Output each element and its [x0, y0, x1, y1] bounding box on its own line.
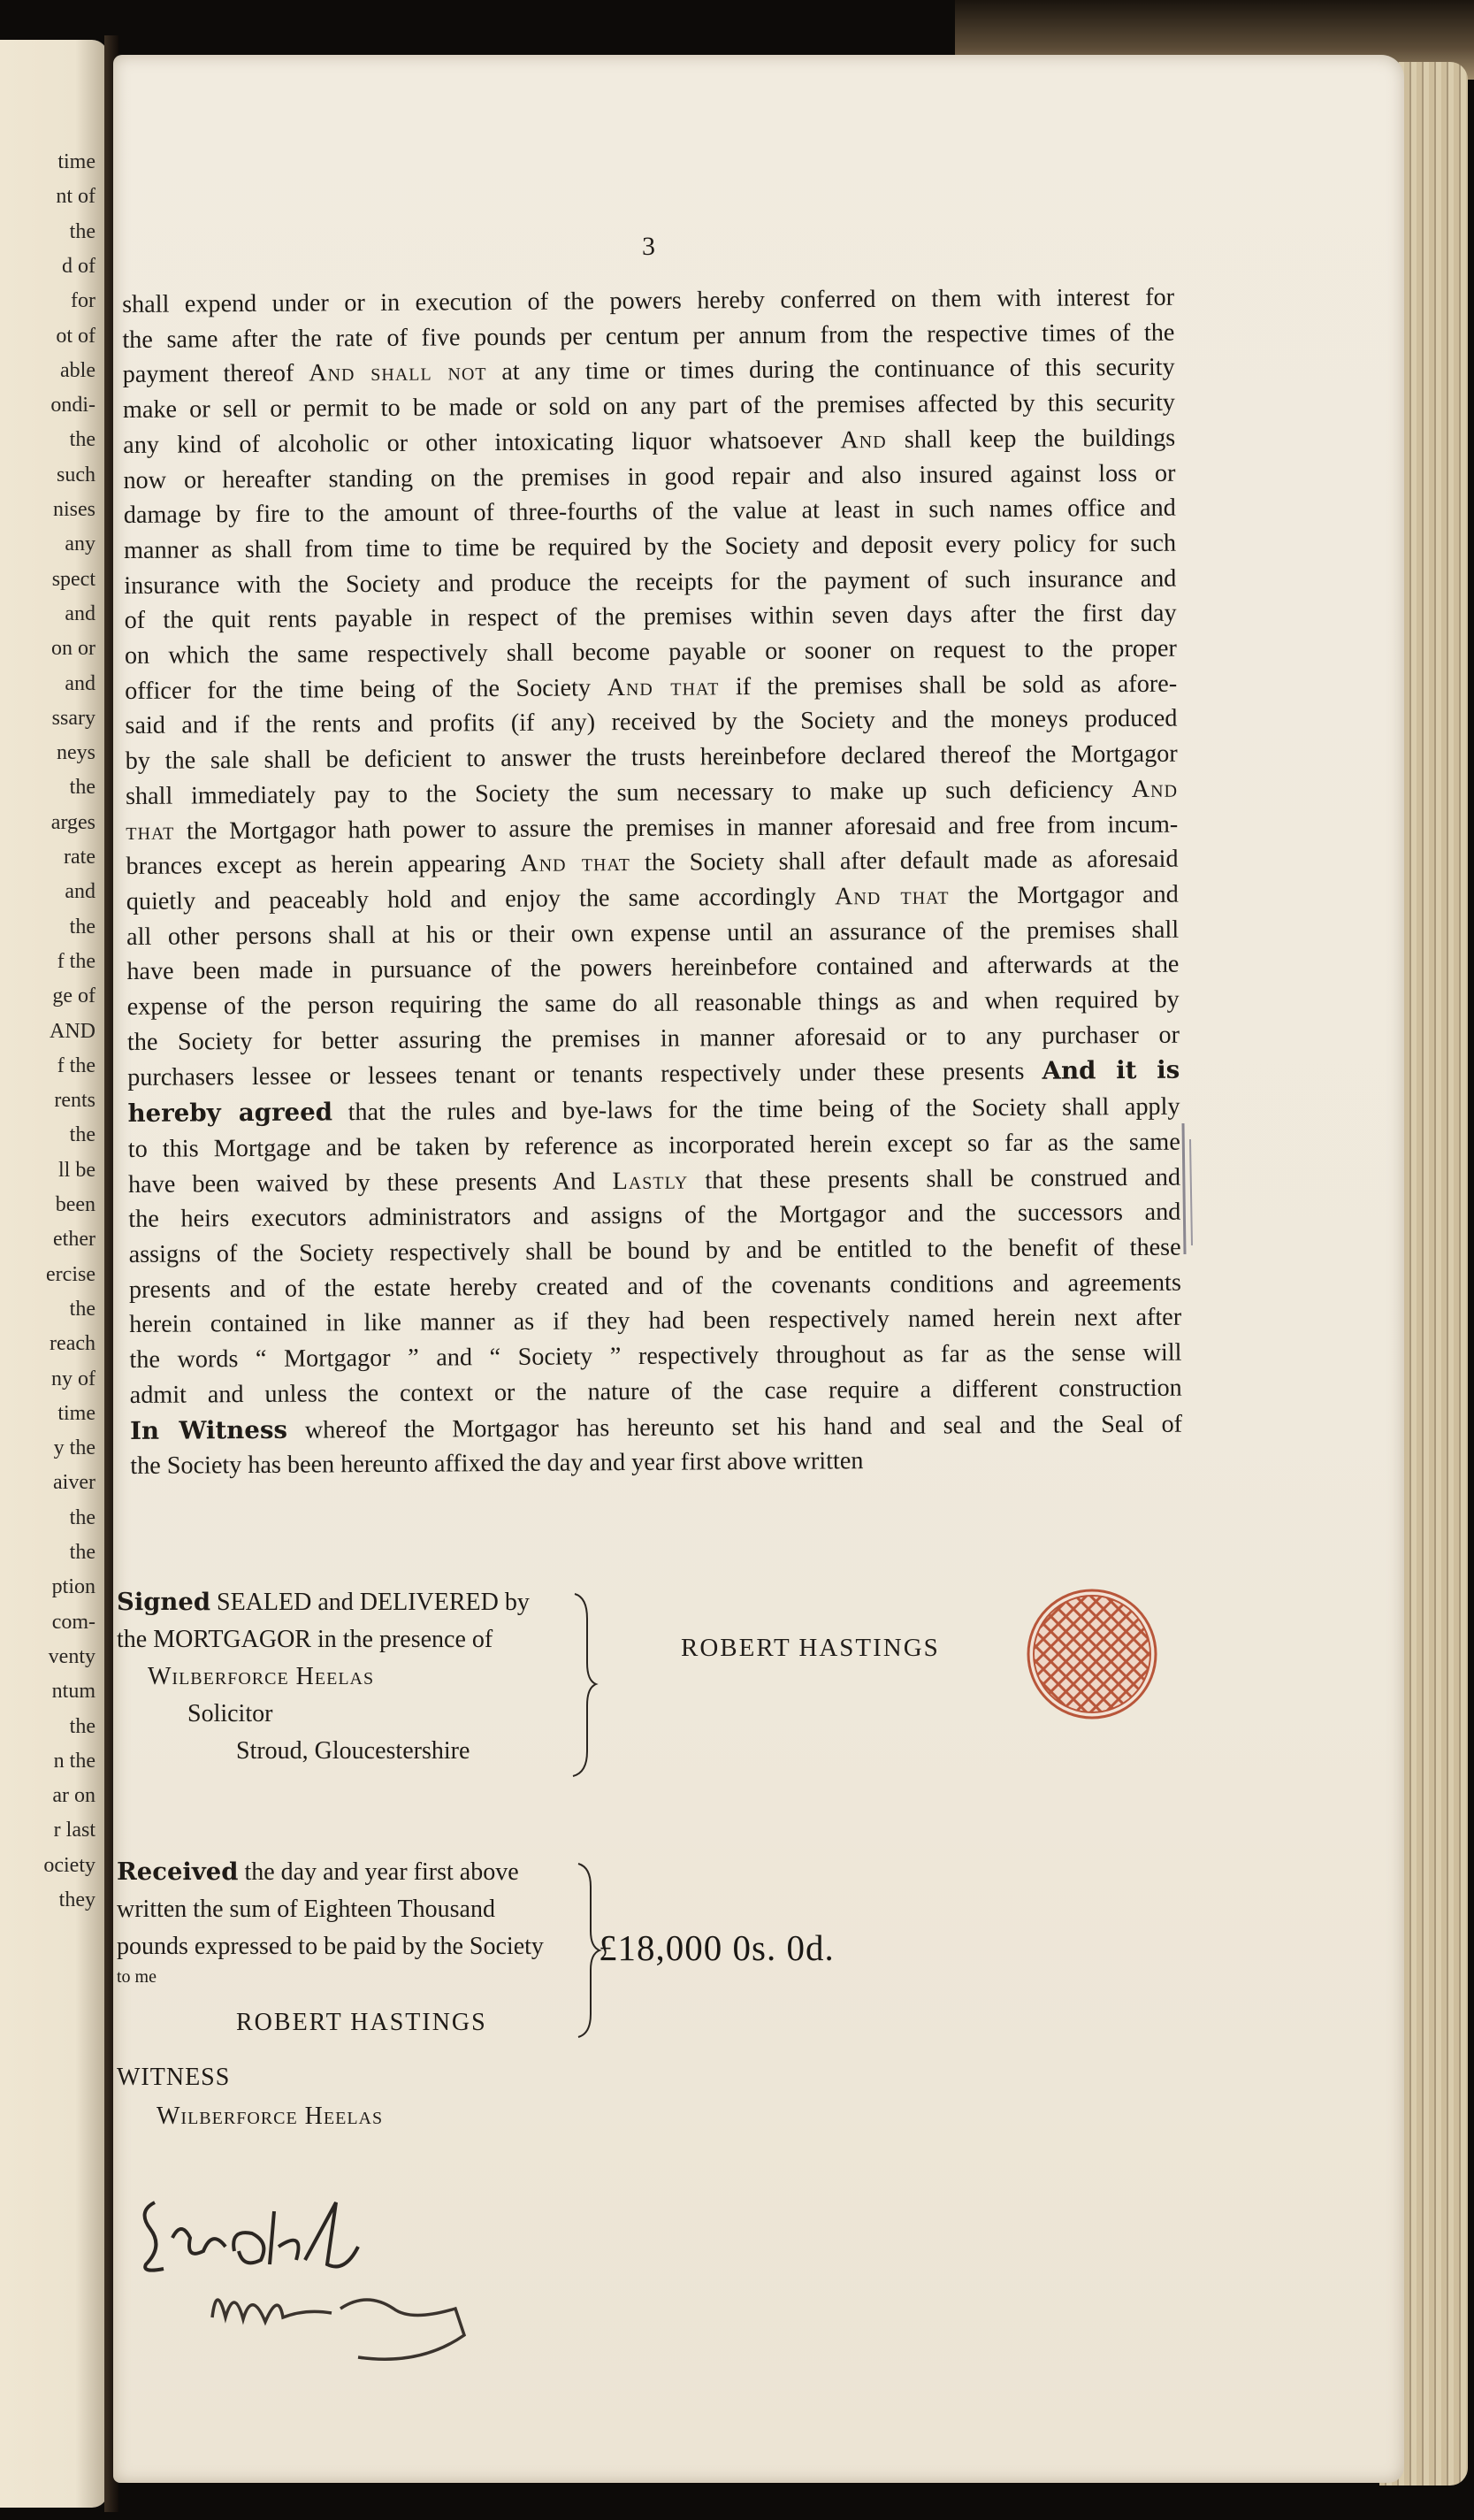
- body-line-segment: brances except as herein appearing: [126, 850, 521, 881]
- body-line-segment: And that: [834, 882, 950, 911]
- body-line-segment: quietly and peaceably hold and enjoy the same accordingly: [126, 883, 836, 915]
- body-line-segment: And shall not: [309, 358, 487, 387]
- left-page-fragment: nises: [53, 498, 95, 521]
- witness-title: Solicitor: [187, 1700, 273, 1727]
- body-line-segment: hereby agreed: [127, 1097, 333, 1129]
- body-line-segment: In Witness: [129, 1414, 288, 1445]
- body-line-segment: make or sell or permit to be made or sold on any part of the premises affected by this security: [122, 388, 1176, 425]
- left-page-fragment: any: [65, 532, 95, 556]
- body-line: [130, 1442, 1182, 1484]
- body-line-segment: damage by fire to the amount of three-fourths of the value at least in such names office and: [123, 494, 1176, 530]
- receipt-clause: [117, 1853, 544, 2135]
- left-page-fragment: the: [69, 219, 95, 243]
- body-line-segment: the Mortgagor hath power to assure the premises in manner aforesaid and free from incum-: [174, 810, 1179, 846]
- left-page-fragment: they: [58, 1888, 95, 1911]
- body-line-segment: officer for the time being of the Society: [125, 673, 607, 705]
- left-page-fragment: ny of: [51, 1367, 95, 1390]
- handwritten-signature: [128, 2176, 482, 2371]
- body-line-segment: presents and of the estate hereby created and of the covenants conditions and agreements: [128, 1268, 1181, 1304]
- left-page-fragment: the: [69, 1123, 95, 1147]
- body-line-segment: shall keep the buildings: [886, 424, 1176, 454]
- left-page-fragment: on or: [51, 637, 95, 661]
- signed-line-1: SEALED and DELIVERED by: [210, 1589, 530, 1616]
- deed-body-text: [122, 280, 1182, 1484]
- body-line-segment: the Mortgagor and: [949, 880, 1179, 910]
- body-line-segment: shall expend under or in execution of the powers hereby conferred on them with interest for: [122, 283, 1175, 318]
- body-line-segment: of the quit rents payable in respect of the premises within seven days after the first day: [124, 600, 1177, 635]
- body-line-segment: insurance with the Society and produce the receipts for the payment of such insurance and: [124, 564, 1177, 600]
- body-line-segment: And that: [607, 673, 720, 701]
- receipt-witness-label: WITNESS: [117, 2064, 231, 2091]
- left-page-fragment: time: [57, 150, 95, 173]
- society-seal: [1026, 1588, 1158, 1720]
- execution-clause: [117, 1583, 530, 1770]
- left-page-fragment: f the: [57, 949, 95, 973]
- body-line-segment: the Society has been hereunto affixed the day and year first above written: [130, 1447, 864, 1481]
- left-page-fragment: nt of: [56, 185, 95, 209]
- left-page-fragment: ntum: [51, 1680, 95, 1704]
- left-page-fragment: AND: [50, 1019, 95, 1043]
- left-page-fragment: and: [65, 880, 95, 904]
- left-page-fragment: able: [60, 358, 95, 382]
- left-page-fragment: and: [65, 601, 95, 625]
- left-page-fragment: ociety: [43, 1853, 95, 1877]
- pencil-mark: [1174, 1122, 1201, 1263]
- body-line-segment: have been waived by these presents And: [127, 1167, 613, 1199]
- body-line-segment: the Society shall after default made as aforesaid: [630, 845, 1179, 877]
- left-page-fragment: reach: [50, 1332, 95, 1356]
- body-line-segment: the same after the rate of five pounds per centum per annum from the respective times of the: [122, 318, 1175, 354]
- left-page-fragment: ssary: [51, 706, 95, 730]
- body-line-segment: admit and unless the context or the nature of the case require a different construction: [129, 1374, 1182, 1409]
- left-page-fragment: ge of: [52, 984, 95, 1008]
- left-page-fragment: the: [69, 1714, 95, 1738]
- left-page-fragment: the: [69, 776, 95, 800]
- body-line-segment: herein contained in like manner as if they had been respectively named herein next after: [129, 1304, 1182, 1339]
- body-line-segment: to this Mortgage and be taken by reference as incorporated herein except so far as the same: [127, 1128, 1180, 1163]
- body-line-segment: expense of the person requiring the same do all reasonable things as and when required by: [126, 985, 1180, 1022]
- body-line-segment: all other persons shall at his or their own expense until an assurance of the premises shall: [126, 915, 1180, 951]
- witness-place: Stroud, Gloucestershire: [236, 1737, 470, 1765]
- left-page-fragment: the: [69, 428, 95, 452]
- body-line-segment: And that: [520, 849, 630, 878]
- body-line-segment: And: [840, 425, 887, 455]
- body-line-segment: that: [126, 817, 175, 846]
- left-page-fragment: such: [57, 463, 95, 486]
- witness-name: Wilberforce Heelas: [148, 1663, 375, 1690]
- body-line-segment: And it is: [1042, 1055, 1180, 1086]
- left-page-fragment: time: [57, 1401, 95, 1425]
- left-page-fragment: for: [71, 289, 95, 313]
- body-line: [130, 1406, 1182, 1449]
- signed-line-2: the MORTGAGOR in the presence of: [117, 1626, 493, 1653]
- left-page-fragment: the: [69, 1505, 95, 1529]
- receipt-witness-name: Wilberforce Heelas: [157, 2103, 384, 2130]
- left-page-margin: [0, 40, 108, 2508]
- body-line-segment: manner as shall from time to time be required by the Society and deposit every policy for such: [123, 529, 1177, 564]
- body-line-segment: the heirs executors administrators and assigns of the Mortgagor and the successors and: [128, 1198, 1181, 1234]
- left-page-fragment: ercise: [46, 1262, 95, 1286]
- page-number: 3: [642, 232, 655, 261]
- received-lead: Received: [117, 1857, 239, 1886]
- receipt-signatory: ROBERT HASTINGS: [236, 2009, 487, 2036]
- body-line-segment: the words “ Mortgagor ” and “ Society ” respectively throughout as far as the sense will: [129, 1338, 1182, 1375]
- left-page-fragment: neys: [57, 741, 95, 765]
- left-page-fragment: the: [69, 1297, 95, 1321]
- left-page-fragment: ption: [51, 1575, 95, 1599]
- body-line-segment: now or hereafter standing on the premises in good repair and also insured against loss or: [123, 459, 1176, 494]
- left-page-fragment: y the: [53, 1436, 95, 1460]
- left-page-fragment: the: [69, 1541, 95, 1564]
- body-line-segment: have been made in pursuance of the powers hereinbefore contained and afterwards at the: [126, 951, 1180, 986]
- receipt-line-2: written the sum of Eighteen Thousand: [117, 1896, 495, 1923]
- body-line-segment: purchasers lessee or lessees tenant or tenants respectively under these presents: [127, 1058, 1042, 1092]
- left-page-fragment: d of: [62, 254, 95, 278]
- body-line-segment: shall immediately pay to the Society the sum necessary to make up such deficiency: [125, 775, 1132, 810]
- left-page-fragment: com-: [51, 1610, 95, 1634]
- left-page-fragment: arges: [50, 810, 95, 834]
- receipt-line-3: pounds expressed to be paid by the Society: [117, 1933, 544, 1960]
- body-line-segment: that these presents shall be construed and: [688, 1163, 1181, 1195]
- signed-lead: Signed: [117, 1588, 211, 1616]
- body-line-segment: whereof the Mortgagor has hereunto set his hand and seal and the Seal of: [286, 1410, 1183, 1444]
- body-line-segment: the Society for better assuring the premises in manner aforesaid or to any purchaser or: [126, 1021, 1180, 1056]
- left-page-fragment: venty: [48, 1644, 95, 1668]
- body-line-segment: by the sale shall be deficient to answer the trusts hereinbefore declared thereof the Mortgagor: [125, 739, 1178, 776]
- body-line-segment: that the rules and bye-laws for the time being of the Society shall apply: [332, 1092, 1180, 1127]
- body-line-segment: any kind of alcoholic or other intoxicating liquor whatsoever: [123, 426, 841, 459]
- receipt-line-1: the day and year first above: [238, 1858, 519, 1886]
- left-page-fragment: ondi-: [50, 394, 95, 417]
- body-line-segment: said and if the rents and profits (if any) received by the Society and the moneys produced: [125, 705, 1178, 740]
- mortgagor-signatory: ROBERT HASTINGS: [681, 1634, 940, 1662]
- execution-brace: [566, 1592, 601, 1778]
- left-page-fragment: aiver: [53, 1471, 95, 1495]
- body-line-segment: if the premises shall be sold as afore-: [719, 670, 1178, 701]
- left-page-fragment: ot of: [56, 324, 95, 348]
- body-line-segment: at any time or times during the continuance of this security: [486, 354, 1175, 387]
- left-page-fragment: ll be: [58, 1158, 95, 1182]
- left-page-fragment: r last: [53, 1819, 95, 1842]
- left-page-fragment: n the: [53, 1749, 95, 1773]
- left-page-fragment: ether: [53, 1228, 95, 1252]
- left-page-fragment: rate: [64, 846, 95, 869]
- body-line-segment: And: [1131, 775, 1179, 803]
- left-page-fragment: f the: [57, 1053, 95, 1077]
- left-page-fragment: ar on: [52, 1784, 95, 1808]
- receipt-amount: £18,000 0s. 0d.: [599, 1927, 835, 1968]
- left-page-fragment: the: [69, 915, 95, 938]
- body-line-segment: payment thereof: [122, 359, 309, 389]
- body-line-segment: on which the same respectively shall become payable or sooner on request to the proper: [124, 634, 1177, 670]
- body-line-segment: assigns of the Society respectively shall be bound by and be entitled to the benefit of these: [128, 1233, 1181, 1268]
- left-page-fragment: spect: [51, 567, 95, 591]
- left-page-fragment: rents: [54, 1089, 95, 1113]
- receipt-line-4: to me: [117, 1967, 157, 1987]
- left-page-fragment: and: [65, 671, 95, 695]
- body-line-segment: Lastly: [612, 1167, 689, 1195]
- left-page-fragment: been: [55, 1193, 95, 1216]
